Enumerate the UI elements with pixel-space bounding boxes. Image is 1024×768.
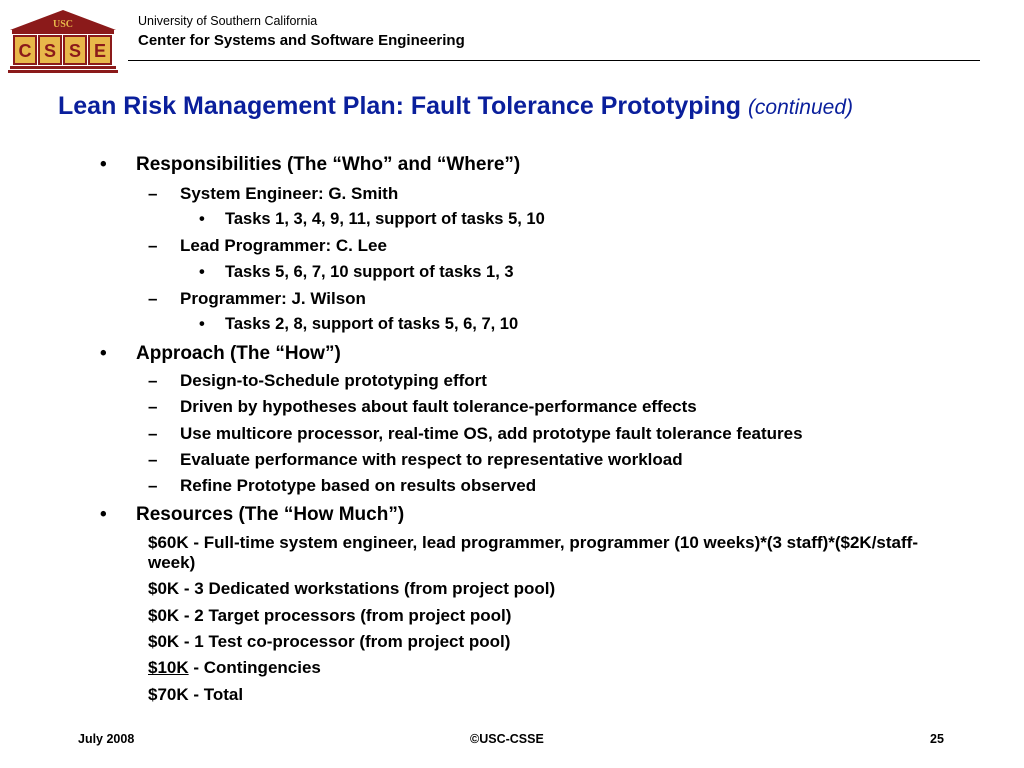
footer-page-number: 25 bbox=[930, 732, 944, 746]
bullet-text: Approach (The “How”) bbox=[136, 343, 341, 364]
bullet-icon: • bbox=[100, 154, 107, 175]
approach-item bbox=[148, 450, 683, 470]
role-name: Programmer: J. Wilson bbox=[180, 289, 366, 308]
bullet-icon: • bbox=[100, 504, 107, 525]
dash-icon: – bbox=[148, 371, 158, 390]
role-item bbox=[148, 184, 399, 204]
logo-letter: S bbox=[68, 41, 82, 61]
resource-contingency bbox=[148, 658, 948, 678]
header-divider bbox=[128, 60, 980, 61]
logo-letter: S bbox=[43, 41, 57, 61]
center-name: Center for Systems and Software Engineering bbox=[138, 32, 465, 49]
approach-item bbox=[148, 397, 697, 417]
bullet-responsibilities bbox=[100, 154, 521, 176]
slide-header bbox=[0, 0, 1024, 70]
tasks-text: Tasks 5, 6, 7, 10 support of tasks 1, 3 bbox=[225, 263, 514, 281]
approach-text: Use multicore processor, real-time OS, add prototype fault tolerance features bbox=[180, 424, 803, 443]
logo-arch-text: USC bbox=[52, 19, 74, 30]
footer-copyright: ©USC-CSSE bbox=[470, 732, 544, 746]
contingency-amount: $10K bbox=[148, 658, 189, 677]
dash-icon: – bbox=[148, 289, 158, 308]
bullet-icon: • bbox=[100, 343, 107, 364]
role-tasks bbox=[199, 210, 545, 229]
tasks-text: Tasks 1, 3, 4, 9, 11, support of tasks 5, 10 bbox=[225, 210, 545, 228]
resource-total: $70K - Total bbox=[148, 685, 244, 704]
role-item bbox=[148, 236, 387, 256]
usc-csse-logo bbox=[8, 8, 118, 74]
role-tasks bbox=[199, 263, 514, 282]
bullet-icon: • bbox=[199, 315, 205, 333]
university-name: University of Southern California bbox=[138, 14, 318, 28]
resource-line: $0K - 3 Dedicated workstations (from project pool) bbox=[148, 579, 556, 598]
approach-item bbox=[148, 371, 487, 391]
contingency-label: - Contingencies bbox=[188, 658, 321, 677]
approach-text: Evaluate performance with respect to representative workload bbox=[180, 450, 683, 469]
approach-item bbox=[148, 476, 537, 496]
approach-text: Driven by hypotheses about fault tolerance-performance effects bbox=[180, 397, 697, 416]
resource-line: $60K - Full-time system engineer, lead programmer, programmer (10 weeks)*(3 staff)*($2K/staff-week) bbox=[148, 533, 918, 572]
role-name: Lead Programmer: C. Lee bbox=[180, 236, 387, 255]
dash-icon: – bbox=[148, 424, 158, 443]
slide-title-text: Lean Risk Management Plan: Fault Tolerance Prototyping bbox=[58, 92, 741, 120]
dash-icon: – bbox=[148, 397, 158, 416]
role-item bbox=[148, 289, 366, 309]
bullet-resources bbox=[100, 504, 405, 526]
bullet-approach bbox=[100, 343, 341, 365]
approach-item bbox=[148, 424, 803, 444]
tasks-text: Tasks 2, 8, support of tasks 5, 6, 7, 10 bbox=[225, 315, 519, 333]
dash-icon: – bbox=[148, 236, 158, 255]
resource-line: $0K - 2 Target processors (from project pool) bbox=[148, 606, 512, 625]
logo-letter: C bbox=[18, 41, 32, 61]
logo-letter: E bbox=[93, 41, 107, 61]
bullet-text: Resources (The “How Much”) bbox=[136, 504, 405, 525]
approach-text: Refine Prototype based on results observed bbox=[180, 476, 537, 495]
resource-line: $0K - 1 Test co-processor (from project pool) bbox=[148, 632, 511, 651]
slide-title-suffix: (continued) bbox=[747, 96, 853, 119]
footer-date: July 2008 bbox=[78, 732, 135, 746]
slide-title bbox=[58, 92, 998, 121]
approach-text: Design-to-Schedule prototyping effort bbox=[180, 371, 487, 390]
bullet-icon: • bbox=[199, 210, 205, 228]
bullet-icon: • bbox=[199, 263, 205, 281]
dash-icon: – bbox=[148, 184, 158, 203]
role-tasks bbox=[199, 315, 519, 334]
dash-icon: – bbox=[148, 476, 158, 495]
dash-icon: – bbox=[148, 450, 158, 469]
bullet-text: Responsibilities (The “Who” and “Where”) bbox=[136, 154, 521, 175]
role-name: System Engineer: G. Smith bbox=[180, 184, 399, 203]
